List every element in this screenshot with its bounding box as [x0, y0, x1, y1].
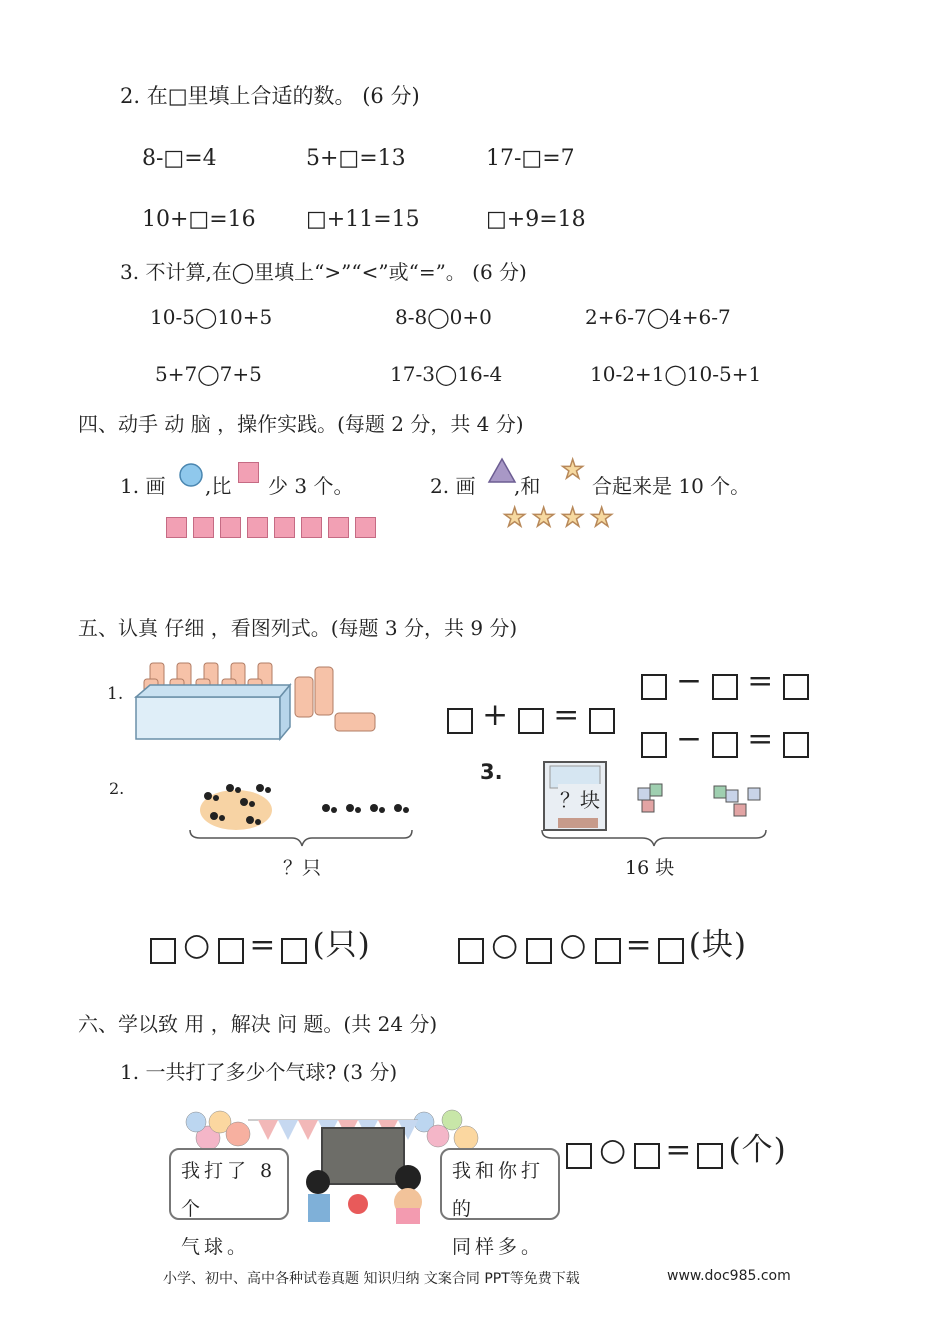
- boy-line-1: 我打了 8 个: [181, 1160, 277, 1220]
- q3-cmp-3: 2+6-7◯4+6-7: [585, 305, 731, 329]
- star-icon: ★: [503, 503, 527, 533]
- answer-box[interactable]: [641, 674, 667, 700]
- answer-box[interactable]: [589, 708, 615, 734]
- answer-box[interactable]: [150, 938, 176, 964]
- section-4-title: 四、动手 动 脑 ，操作实践。(每题 2 分，共 4 分): [78, 412, 524, 436]
- q2-eq-5: □+11=15: [306, 207, 420, 232]
- answer-box[interactable]: [783, 732, 809, 758]
- pink-square: [166, 517, 187, 538]
- girl-speech-bubble: [440, 1148, 560, 1258]
- s5-num-3: 3.: [480, 760, 503, 784]
- s4-p2-num: 2. 画: [430, 474, 476, 498]
- q3-cmp-4: 5+7◯7+5: [155, 362, 262, 386]
- s6-eq-unit: (个): [728, 1132, 787, 1168]
- s4-p2-mid: ,和: [514, 474, 541, 498]
- eq3-unit: (块): [688, 927, 747, 963]
- star-icon: ★: [561, 455, 585, 485]
- q2-title: 2. 在□里填上合适的数。 (6 分): [120, 84, 420, 108]
- answer-box[interactable]: [458, 938, 484, 964]
- section-5-title: 五、认真 仔细 ，看图列式。(每题 3 分，共 9 分): [78, 616, 518, 640]
- s4-p1-mid: ,比: [205, 474, 232, 498]
- boy-line-2: 气球。: [181, 1236, 251, 1258]
- pink-square: [220, 517, 241, 538]
- q2-eq-1: 8-□=4: [142, 146, 217, 171]
- footer-link[interactable]: www.doc985.com: [667, 1268, 791, 1284]
- purple-triangle-icon: [487, 457, 517, 485]
- s5-eq2: ○ = (只): [150, 919, 371, 964]
- answer-box[interactable]: [595, 938, 621, 964]
- q2-eq-3: 17-□=7: [486, 146, 575, 171]
- q2-eq-2: 5+□=13: [306, 146, 406, 171]
- pink-square-icon: [238, 462, 259, 483]
- answer-box[interactable]: [518, 708, 544, 734]
- s5-eq3: ○ ○ = (块): [458, 919, 747, 964]
- s5-eq1: + =: [447, 697, 615, 734]
- answer-box[interactable]: [712, 732, 738, 758]
- pink-square: [193, 517, 214, 538]
- answer-box[interactable]: [697, 1143, 723, 1169]
- answer-box[interactable]: [783, 674, 809, 700]
- answer-box[interactable]: [641, 732, 667, 758]
- q2-eq-4: 10+□=16: [142, 207, 256, 232]
- s5-eq1-sub-a: − =: [641, 663, 809, 700]
- q3-cmp-6: 10-2+1◯10-5+1: [590, 362, 762, 386]
- pink-square: [328, 517, 349, 538]
- answer-box[interactable]: [526, 938, 552, 964]
- answer-box[interactable]: [447, 708, 473, 734]
- pink-square: [301, 517, 322, 538]
- boy-speech-bubble: [169, 1148, 289, 1258]
- q3-title: 3. 不计算,在◯里填上“>”“<”或“=”。 (6 分): [120, 260, 527, 284]
- star-icon: ★: [590, 503, 614, 533]
- q3-cmp-1: 10-5◯10+5: [150, 305, 273, 329]
- s6-eq1: ○ = (个): [566, 1124, 787, 1169]
- bottles-illustration: [130, 655, 390, 743]
- answer-box[interactable]: [566, 1143, 592, 1169]
- eq2-unit: (只): [312, 927, 371, 963]
- star-icon: ★: [561, 503, 585, 533]
- s5-eq1-sub-b: − =: [641, 721, 809, 758]
- q3-cmp-5: 17-3◯16-4: [390, 362, 503, 386]
- star-icon: ★: [532, 503, 556, 533]
- answer-box[interactable]: [712, 674, 738, 700]
- answer-box[interactable]: [218, 938, 244, 964]
- q2-eq-6: □+9=18: [486, 207, 586, 232]
- s5-num-2: 2.: [109, 779, 125, 798]
- s4-p1-num: 1. 画: [120, 474, 166, 498]
- answer-box[interactable]: [634, 1143, 660, 1169]
- answer-box[interactable]: [658, 938, 684, 964]
- s4-p1-tail: 少 3 个。: [268, 474, 354, 498]
- puzzle-question-label: ？块: [558, 784, 602, 813]
- pink-square: [247, 517, 268, 538]
- q3-cmp-2: 8-8◯0+0: [395, 305, 492, 329]
- girl-line-2: 同样多。: [452, 1236, 545, 1258]
- pink-square: [274, 517, 295, 538]
- pink-square: [355, 517, 376, 538]
- s6-q1: 1. 一共打了多少个气球? (3 分): [120, 1060, 398, 1084]
- girl-line-1: 我和你打的: [452, 1160, 545, 1220]
- blue-circle-icon: [178, 462, 206, 490]
- s4-p2-tail: 合起来是 10 个。: [592, 474, 751, 498]
- ants-label: ？只: [283, 857, 322, 879]
- puzzle-total-label: 16 块: [625, 857, 675, 879]
- answer-box[interactable]: [281, 938, 307, 964]
- section-6-title: 六、学以致 用 ，解决 问 题。(共 24 分): [78, 1012, 438, 1036]
- s5-num-1: 1.: [107, 684, 124, 704]
- ants-illustration: [186, 770, 416, 850]
- footer-text: 小学、初中、高中各种试卷真题 知识归纳 文案合同 PPT等免费下载: [163, 1271, 580, 1287]
